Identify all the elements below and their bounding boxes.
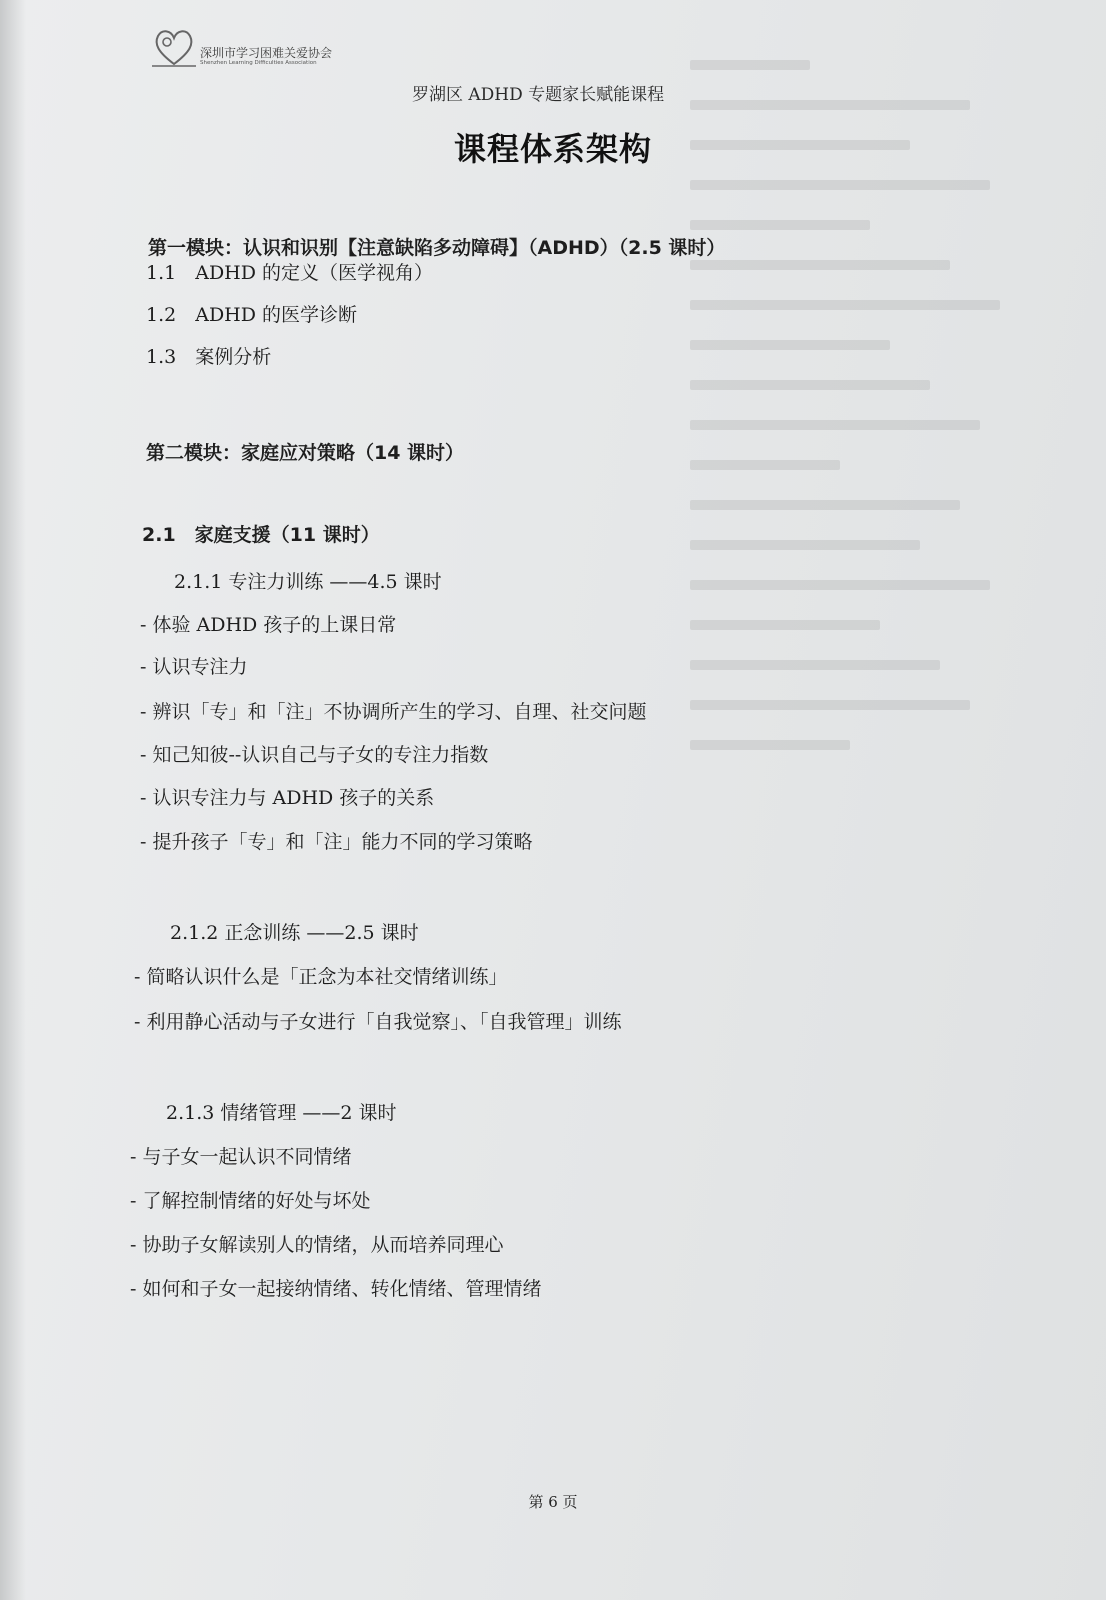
list-item: - 提升孩子「专」和「注」能力不同的学习策略 xyxy=(140,831,533,853)
list-item: - 如何和子女一起接纳情绪、转化情绪、管理情绪 xyxy=(130,1278,542,1300)
list-item: - 利用静心活动与子女进行「自我觉察」、「自我管理」训练 xyxy=(134,1011,622,1033)
list-item: - 认识专注力与 ADHD 孩子的关系 xyxy=(140,787,435,809)
module2-heading: 第二模块：家庭应对策略（14 课时） xyxy=(146,442,465,464)
page-title: 课程体系架构 xyxy=(453,130,652,168)
subsection-2-1-3-heading: 2.1.3 情绪管理 ——2 课时 xyxy=(166,1102,397,1124)
subsection-2-1-2-heading: 2.1.2 正念训练 ——2.5 课时 xyxy=(170,922,419,944)
module1-item: 1.1 ADHD 的定义（医学视角） xyxy=(146,262,434,284)
logo-subtext: Shenzhen Learning Difficulties Association xyxy=(200,60,317,66)
list-item: - 体验 ADHD 孩子的上课日常 xyxy=(140,614,397,636)
subsection-2-1-1-heading: 2.1.1 专注力训练 ——4.5 课时 xyxy=(174,571,442,593)
course-header-title: 罗湖区 ADHD 专题家长赋能课程 xyxy=(412,85,665,105)
list-item: - 协助子女解读别人的情绪，从而培养同理心 xyxy=(130,1234,504,1256)
association-logo xyxy=(150,26,360,72)
heart-logo-icon xyxy=(150,26,198,70)
module1-item: 1.2 ADHD 的医学诊断 xyxy=(146,304,358,326)
module1-item: 1.3 案例分析 xyxy=(146,346,272,368)
logo-text: 深圳市学习困难关爱协会 xyxy=(200,46,333,60)
page-number: 第 6 页 xyxy=(528,1493,578,1511)
list-item: - 了解控制情绪的好处与坏处 xyxy=(130,1190,371,1212)
list-item: - 知己知彼--认识自己与子女的专注力指数 xyxy=(140,744,489,766)
module1-heading: 第一模块：认识和识别【注意缺陷多动障碍】（ADHD）（2.5 课时） xyxy=(148,237,726,259)
list-item: - 辨识「专」和「注」不协调所产生的学习、自理、社交问题 xyxy=(140,701,647,723)
section-2-1-heading: 2.1 家庭支援（11 课时） xyxy=(142,524,380,546)
list-item: - 与子女一起认识不同情绪 xyxy=(130,1146,352,1168)
list-item: - 认识专注力 xyxy=(140,656,248,678)
bleed-through-text xyxy=(690,60,1090,1260)
page-edge-shadow xyxy=(0,0,26,1600)
list-item: - 简略认识什么是「正念为本社交情绪训练」 xyxy=(134,966,508,988)
